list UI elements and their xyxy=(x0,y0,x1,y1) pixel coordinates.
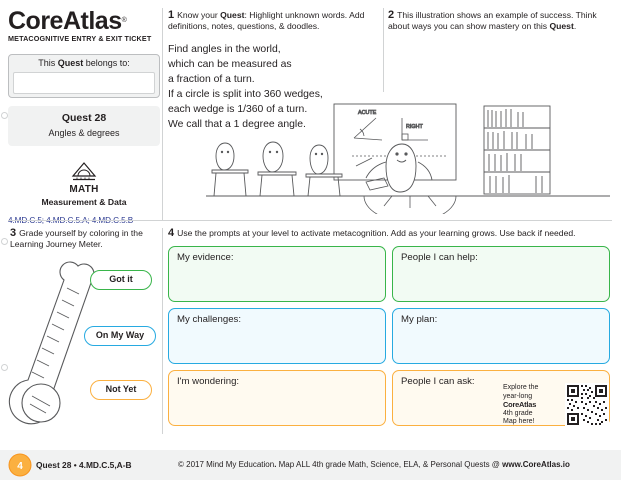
qr-code[interactable] xyxy=(565,383,609,427)
meter-level-on-my-way[interactable]: On My Way xyxy=(84,326,156,346)
panel-2-text-pre: This illustration shows an example of success. Think about ways you can show mastery on this xyxy=(388,10,597,32)
note-line: Find angles in the world, xyxy=(168,43,281,55)
lower-divider xyxy=(162,228,163,434)
panel-divider xyxy=(383,8,384,92)
footer-separator: . xyxy=(274,460,277,469)
math-ruler-protractor-icon xyxy=(71,160,97,182)
whiteboard-label-right: RIGHT xyxy=(406,124,423,130)
copyright-icon: © xyxy=(178,460,184,469)
panel-1-number: 1 xyxy=(168,9,175,21)
belongs-prefix: This xyxy=(38,58,58,68)
prompt-label: My evidence: xyxy=(177,252,234,263)
prompt-box-im-wondering[interactable] xyxy=(168,370,386,426)
classroom-scene-illustration xyxy=(206,96,610,214)
quest-number: Quest 28 xyxy=(61,112,107,124)
sidebar xyxy=(8,8,160,220)
panel-2-text-post: . xyxy=(573,21,577,32)
qr-promo-line4: Map here! xyxy=(503,418,535,426)
subject-block xyxy=(8,160,160,225)
meter-level-not-yet[interactable]: Not Yet xyxy=(90,380,152,400)
prompt-label: My plan: xyxy=(401,314,438,325)
quest-title: Angles & degrees xyxy=(48,128,120,138)
grade-seal-number: 4 xyxy=(17,461,23,472)
whiteboard-label-acute: ACUTE xyxy=(358,110,377,116)
panel-1-instruction xyxy=(168,10,380,33)
footer xyxy=(0,450,621,480)
qr-promo-line1: Explore the xyxy=(503,384,539,391)
panel-3-text: Grade yourself by coloring in the Learning Journey Meter. xyxy=(10,228,143,250)
panel-2 xyxy=(388,10,610,33)
note-line: If a circle is split into 360 wedges, xyxy=(168,88,323,100)
note-line: We call that a 1 degree angle. xyxy=(168,118,306,130)
prompt-box-my-challenges[interactable] xyxy=(168,308,386,364)
learning-journey-meter[interactable] xyxy=(8,248,158,438)
student-name-input[interactable] xyxy=(13,72,155,94)
note-line: which can be measured as xyxy=(168,58,292,70)
grade-seal-icon xyxy=(8,453,32,477)
quest-info-box xyxy=(8,106,160,146)
top-section-divider xyxy=(8,220,612,221)
prompt-label: People I can ask: xyxy=(401,376,475,387)
panel-3-number: 3 xyxy=(10,227,17,239)
panel-4-text: Use the prompts at your level to activate metacognition. Add as your learning grows. Use back if needed. xyxy=(177,228,576,238)
name-field-group xyxy=(8,54,160,98)
footer-quest-label: Quest 28 • 4.MD.C.5,A-B xyxy=(36,460,132,470)
punch-hole xyxy=(1,238,8,245)
panel-1-text-bold: Quest xyxy=(220,10,245,20)
footer-map-text: Map ALL 4th grade Math, Science, ELA, & Personal Quests @ xyxy=(276,460,503,469)
logo-core-text: Core xyxy=(8,7,63,35)
qr-promo[interactable] xyxy=(503,383,609,429)
qr-promo-brand: CoreAtlas xyxy=(503,400,537,410)
logo-block xyxy=(8,8,160,48)
belongs-bold: Quest xyxy=(57,58,84,68)
prompt-box-people-i-can-help[interactable] xyxy=(392,246,610,302)
panel-1-text-pre: Know your xyxy=(177,10,221,20)
note-line: each wedge is 1/360 of a turn. xyxy=(168,103,308,115)
logo-atlas-text: Atlas xyxy=(62,7,122,35)
belongs-to-label xyxy=(9,55,159,68)
prompt-label: People I can help: xyxy=(401,252,478,263)
panel-2-number: 2 xyxy=(388,9,395,21)
prompt-box-my-evidence[interactable] xyxy=(168,246,386,302)
subject-name: MATH xyxy=(69,184,99,195)
qr-promo-line2: year-long xyxy=(503,392,533,400)
footer-url[interactable]: www.CoreAtlas.io xyxy=(502,460,570,469)
prompt-label: My challenges: xyxy=(177,314,241,325)
footer-copyright xyxy=(178,460,570,469)
belongs-suffix: belongs to: xyxy=(83,58,130,68)
prompt-label: I'm wondering: xyxy=(177,376,240,387)
panel-1-text-post: : Highlight unknown words. Add definitions, notes, questions, & doodles. xyxy=(168,10,365,32)
sidebar-divider xyxy=(162,8,163,220)
subject-domain: Measurement & Data xyxy=(41,197,127,207)
punch-hole xyxy=(1,112,8,119)
meter-level-got-it[interactable]: Got it xyxy=(90,270,152,290)
panel-4 xyxy=(168,228,610,239)
qr-promo-text xyxy=(503,384,555,427)
footer-copyright-text: 2017 Mind My Education xyxy=(183,460,275,469)
punch-hole xyxy=(1,364,8,371)
qr-promo-line3: 4th grade xyxy=(503,409,533,417)
coreatlas-logo xyxy=(8,8,160,34)
panel-2-text-bold: Quest xyxy=(549,21,574,32)
logo-registered-icon: ® xyxy=(121,17,127,24)
note-line: a fraction of a turn. xyxy=(168,73,255,85)
prompt-box-my-plan[interactable] xyxy=(392,308,610,364)
panel-4-number: 4 xyxy=(168,227,175,239)
logo-tagline: METACOGNITIVE ENTRY & EXIT TICKET xyxy=(8,34,152,43)
